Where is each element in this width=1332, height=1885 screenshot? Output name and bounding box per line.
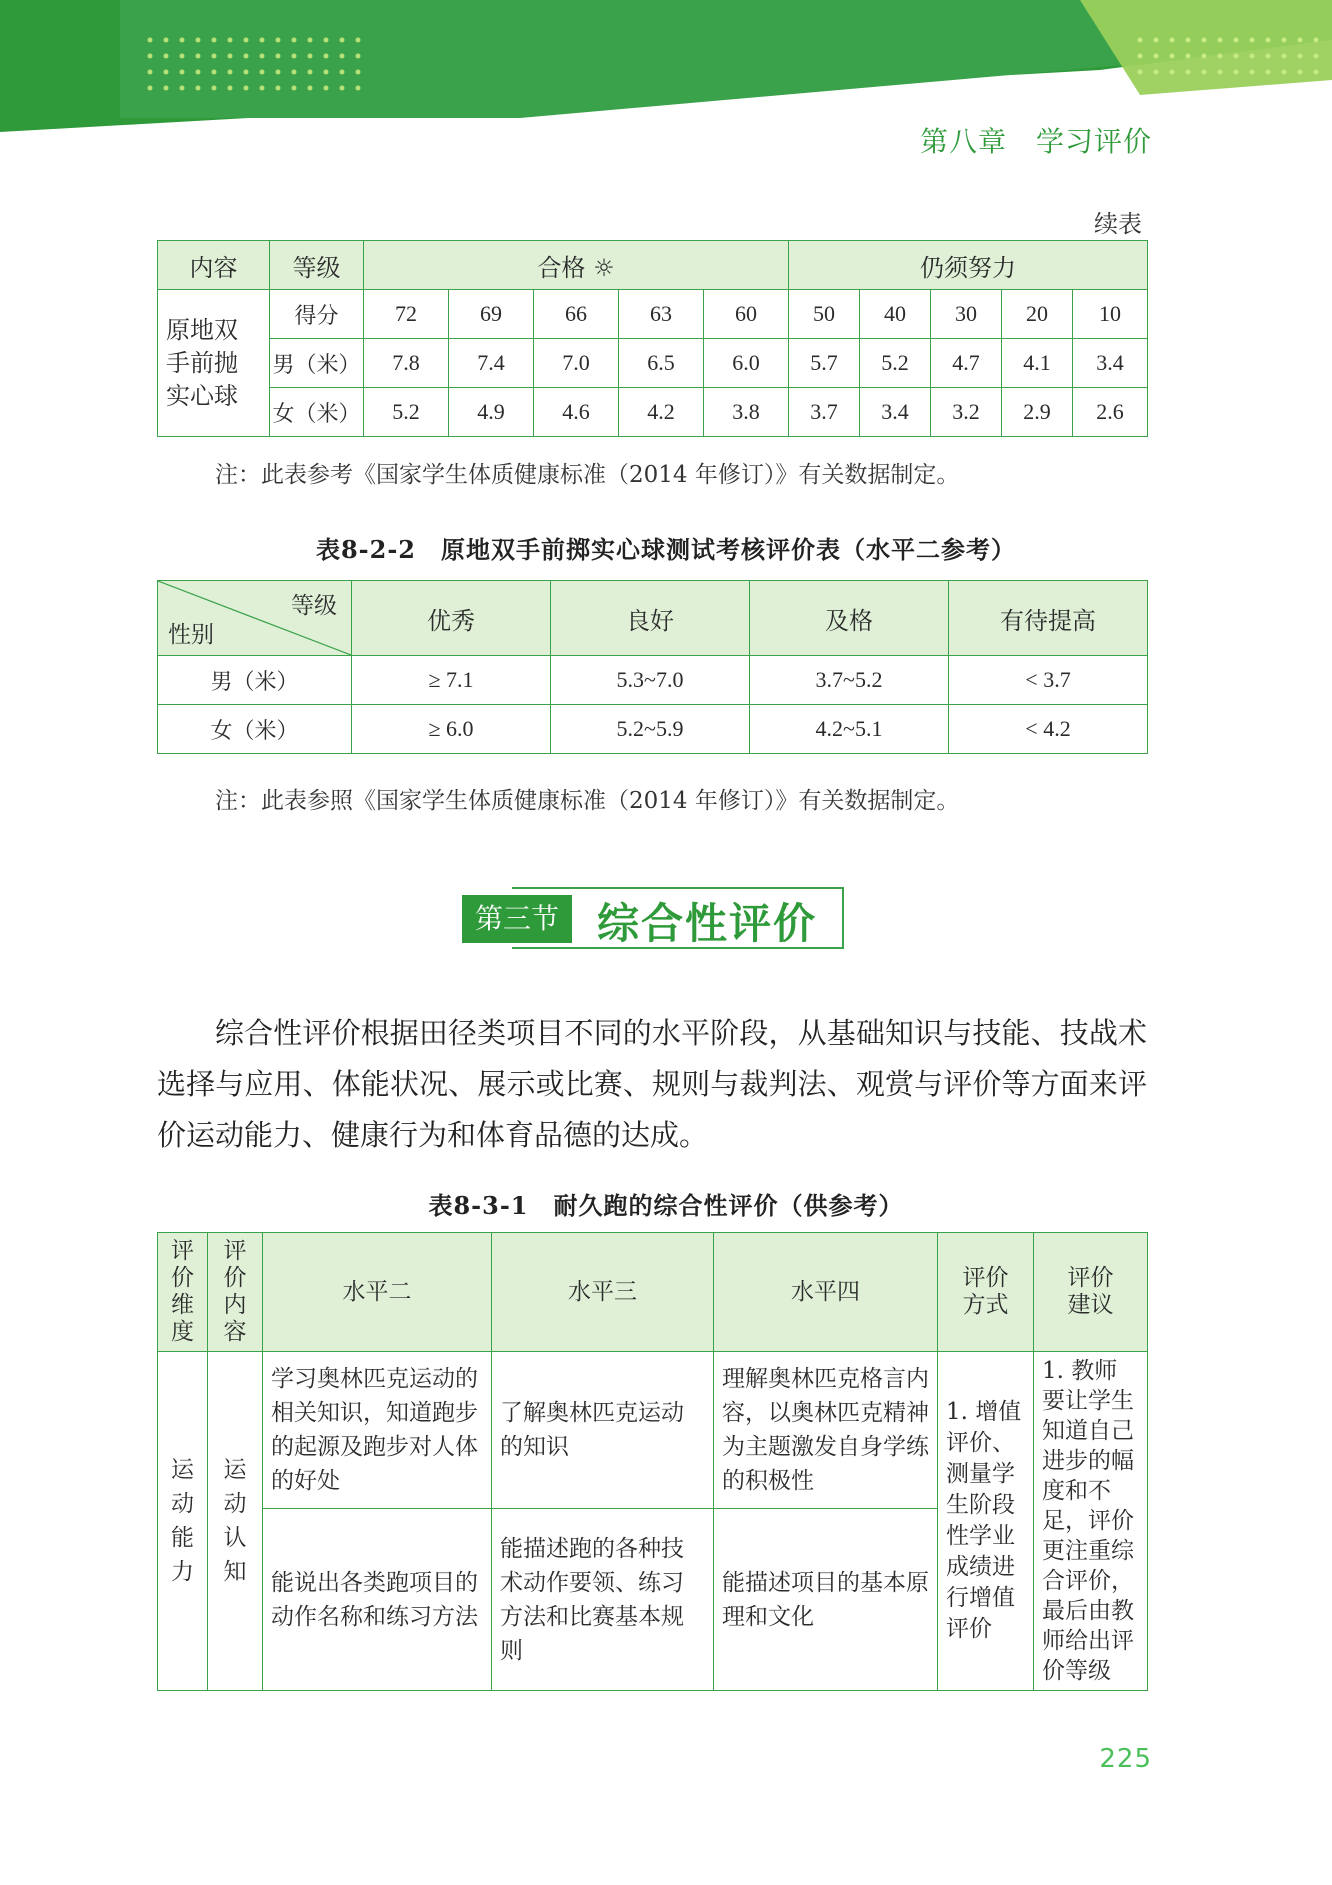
header-suggestion: 评价 建议: [1034, 1233, 1148, 1352]
header-level-3: 水平三: [492, 1233, 714, 1352]
dimension-cell: 运 动 能 力: [158, 1352, 208, 1691]
table1-note: 注：此表参考《国家学生体质健康标准（2014 年修订）》有关数据制定。: [215, 462, 960, 488]
table2-caption: 表8-2-2 原地双手前掷实心球测试考核评价表（水平二参考）: [315, 535, 1017, 564]
female-cell: 2.6: [1073, 388, 1148, 437]
table2-note: 注：此表参照《国家学生体质健康标准（2014 年修订）》有关数据制定。: [215, 788, 960, 814]
header-good: 良好: [551, 581, 750, 656]
header-pass: 合格 ☼: [364, 241, 789, 290]
level4-cell: 理解奥林匹克格言内容，以奥林匹克精神为主题激发自身学练的积极性: [714, 1352, 938, 1509]
level3-cell: 能描述跑的各种技术动作要领、练习方法和比赛基本规则: [492, 1509, 714, 1691]
intro-paragraph: 综合性评价根据田径类项目不同的水平阶段，从基础知识与技能、技战术选择与应用、体能状况、展示或比赛、规则与裁判法、观赏与评价等方面来评价运动能力、健康行为和体育品德的达成。: [157, 1016, 1147, 1152]
grade-cell: < 3.7: [949, 656, 1148, 705]
female-cell: 4.9: [449, 388, 534, 437]
male-cell: 7.0: [534, 339, 619, 388]
female-cell: 3.8: [704, 388, 789, 437]
header-pass: 及格: [750, 581, 949, 656]
score-cell: 63: [619, 290, 704, 339]
row-male-label: 男（米）: [270, 339, 364, 388]
male-cell: 5.7: [789, 339, 860, 388]
level4-cell: 能描述项目的基本原理和文化: [714, 1509, 938, 1691]
row-score-label: 得分: [270, 290, 364, 339]
corner-level: 等级: [291, 593, 337, 619]
score-cell: 50: [789, 290, 860, 339]
chapter-title: 第八章 学习评价: [919, 125, 1152, 158]
score-cell: 20: [1002, 290, 1073, 339]
male-cell: 4.7: [931, 339, 1002, 388]
header-excellent: 优秀: [352, 581, 551, 656]
score-cell: 40: [860, 290, 931, 339]
evaluation-table: [157, 1232, 1148, 1691]
male-cell: 7.4: [449, 339, 534, 388]
corner-header: [158, 581, 352, 656]
female-cell: 2.9: [1002, 388, 1073, 437]
item-label: 原地双 手前抛 实心球: [158, 290, 270, 437]
female-cell: 3.7: [789, 388, 860, 437]
male-cell: 6.5: [619, 339, 704, 388]
header-level-2: 水平二: [263, 1233, 492, 1352]
score-cell: 72: [364, 290, 449, 339]
header-level-4: 水平四: [714, 1233, 938, 1352]
female-cell: 4.6: [534, 388, 619, 437]
score-table: [157, 240, 1148, 437]
score-cell: 30: [931, 290, 1002, 339]
continued-label: 续表: [1094, 210, 1142, 238]
grade-cell: 5.2~5.9: [551, 705, 750, 754]
page-number: 225: [1099, 1744, 1152, 1774]
section-title: 综合性评价: [597, 899, 818, 948]
header-content: 评 价 内 容: [208, 1233, 263, 1352]
female-cell: 4.2: [619, 388, 704, 437]
corner-gender: 性别: [168, 622, 214, 648]
level3-cell: 了解奥林匹克运动的知识: [492, 1352, 714, 1509]
score-cell: 66: [534, 290, 619, 339]
header-level: 等级: [270, 241, 364, 290]
method-cell: 1. 增值评价、测量学生阶段性学业成绩进行增值评价: [938, 1352, 1034, 1691]
suggestion-cell: 1. 教师要让学生知道自己进步的幅度和不足，评价更注重综合评价，最后由教师给出评价等级: [1034, 1352, 1148, 1691]
header-needs-improvement: 有待提高: [949, 581, 1148, 656]
male-cell: 3.4: [1073, 339, 1148, 388]
grade-cell: ≥ 6.0: [352, 705, 551, 754]
header-improve: 仍须努力: [789, 241, 1148, 290]
female-cell: 3.4: [860, 388, 931, 437]
header-method: 评价 方式: [938, 1233, 1034, 1352]
male-cell: 4.1: [1002, 339, 1073, 388]
table3-caption: 表8-3-1 耐久跑的综合性评价（供参考）: [428, 1191, 904, 1220]
female-cell: 3.2: [931, 388, 1002, 437]
score-cell: 69: [449, 290, 534, 339]
grade-cell: 5.3~7.0: [551, 656, 750, 705]
level2-cell: 学习奥林匹克运动的相关知识，知道跑步的起源及跑步对人体的好处: [263, 1352, 492, 1509]
score-cell: 10: [1073, 290, 1148, 339]
grade-cell: 3.7~5.2: [750, 656, 949, 705]
grade-cell: < 4.2: [949, 705, 1148, 754]
grade-table: [157, 580, 1148, 754]
row-female-label: 女（米）: [270, 388, 364, 437]
header-dimension: 评 价 维 度: [158, 1233, 208, 1352]
content-cell: 运 动 认 知: [208, 1352, 263, 1691]
section-heading: [462, 887, 842, 953]
row-label-female: 女（米）: [158, 705, 352, 754]
level2-cell: 能说出各类跑项目的动作名称和练习方法: [263, 1509, 492, 1691]
section-number: 第三节: [462, 895, 572, 943]
female-cell: 5.2: [364, 388, 449, 437]
grade-cell: ≥ 7.1: [352, 656, 551, 705]
score-cell: 60: [704, 290, 789, 339]
header-content: 内容: [158, 241, 270, 290]
male-cell: 6.0: [704, 339, 789, 388]
grade-cell: 4.2~5.1: [750, 705, 949, 754]
male-cell: 7.8: [364, 339, 449, 388]
row-label-male: 男（米）: [158, 656, 352, 705]
male-cell: 5.2: [860, 339, 931, 388]
sun-icon: ☼: [593, 253, 615, 282]
